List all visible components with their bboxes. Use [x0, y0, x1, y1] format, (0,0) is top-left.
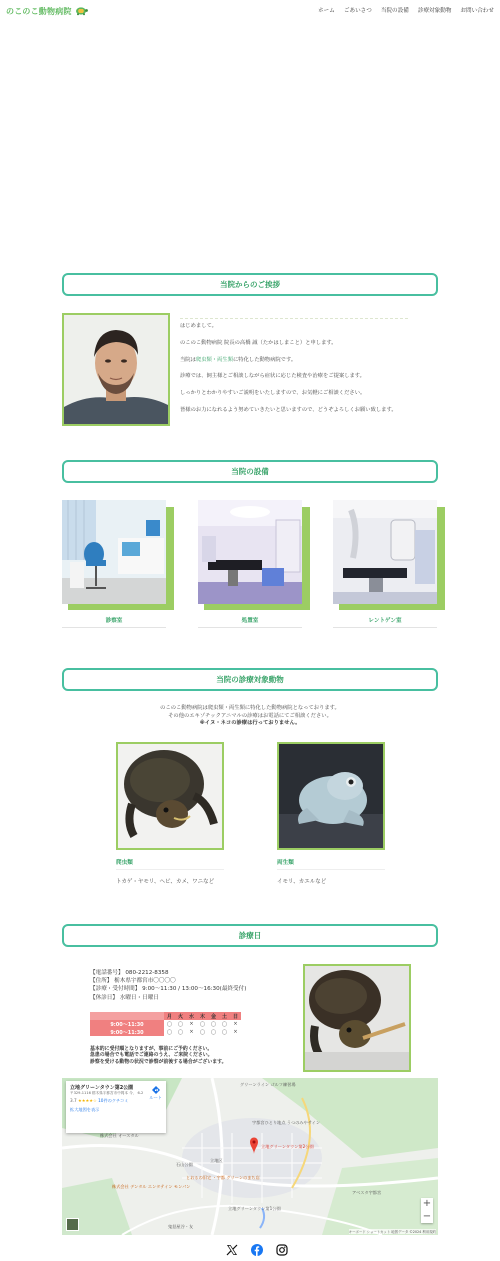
equipment-label: 診察室 [62, 616, 166, 628]
mark-cell: 〇 [221, 1029, 227, 1036]
header [0, 0, 500, 22]
zoom-in-button[interactable]: + [422, 1198, 432, 1209]
greeting-title: 当院からのご挨拶 [62, 273, 438, 296]
greeting-line: はじめまして。 [180, 323, 217, 329]
map-label: 石山公園 [176, 1162, 193, 1167]
day-header: 木 [197, 1012, 208, 1020]
nav-greeting[interactable]: ごあいさつ [343, 8, 372, 14]
equipment-label: レントゲン室 [333, 616, 437, 628]
google-map[interactable] [62, 1078, 438, 1235]
greeting-specialty [180, 357, 408, 363]
route-label: ルート [149, 1095, 162, 1100]
table-row [90, 1020, 241, 1028]
social-links [226, 1241, 288, 1253]
zoom-out-button[interactable]: − [422, 1210, 432, 1222]
mark-cell: 〇 [166, 1021, 172, 1028]
logo-text[interactable]: のこのこ動物病院 [6, 6, 72, 16]
mark-cell: × [189, 1029, 194, 1035]
equipment-card-xray [333, 500, 445, 624]
map-label: グリーンライン ゴルフ練習場 [240, 1082, 296, 1087]
x-icon[interactable] [226, 1241, 238, 1253]
table-row [90, 1028, 241, 1036]
schedule-table [90, 1012, 241, 1036]
route-button[interactable] [149, 1086, 162, 1101]
info-address: 【住所】 栃木県宇都宮市〇〇〇〇 [90, 978, 176, 985]
day-header: 金 [208, 1012, 219, 1020]
mark-cell: 〇 [210, 1021, 216, 1028]
instagram-icon[interactable] [276, 1241, 288, 1253]
mark-cell: × [233, 1029, 238, 1035]
mark-cell: 〇 [210, 1029, 216, 1036]
nav-animals[interactable]: 診療対象動物 [417, 8, 452, 14]
xray-room-photo [333, 500, 437, 604]
nav-contact[interactable]: お問い合わせ [460, 8, 494, 14]
place-name: 立地グリーンタウン第2公園 [70, 1085, 134, 1091]
schedule-note: 急患の場合でも電話でご連絡のうえ、ご来院ください。 [90, 1052, 213, 1059]
map-label: 立地グリーンタウン第1公園 [228, 1206, 281, 1211]
equipment-label: 処置室 [198, 616, 302, 628]
director-photo [62, 313, 170, 426]
animal-name-amphibian: 両生類 [277, 858, 385, 870]
clinic-info [90, 969, 246, 1002]
mark-cell: 〇 [177, 1029, 183, 1036]
mark-cell: 〇 [199, 1021, 205, 1028]
place-address: 〒329-1116 栃木県宇都宮市中岡本 今、 6-2 [70, 1091, 144, 1095]
equipment-title: 当院の設備 [62, 460, 438, 483]
facebook-icon[interactable] [251, 1241, 263, 1253]
animal-name-reptile: 爬虫類 [116, 858, 224, 870]
satellite-toggle[interactable] [66, 1218, 79, 1231]
map-label: 立地区 [210, 1158, 223, 1163]
animals-intro-line: のこのこ動物病院は爬虫類・両生類に特化した動物病院となっております。 [160, 705, 340, 711]
animal-desc-amphibian: イモリ、カエルなど [277, 879, 327, 885]
mark-cell: 〇 [221, 1021, 227, 1028]
review-count-link[interactable]: 10件のクチコミ [98, 1098, 129, 1103]
specialty-suffix: に特化した動物病院です。 [233, 356, 297, 363]
animals-intro [62, 705, 438, 728]
info-hours: 【診療・受付時間】 9:00〜11:30 / 13:00〜16:30(最終受付) [90, 986, 247, 993]
map-label: 宇都宮ひとり地点 うつのみやサイン [252, 1120, 321, 1125]
amphibian-photo [277, 742, 385, 850]
day-header: 月 [164, 1012, 175, 1020]
map-place-card [66, 1081, 166, 1133]
schedule-note: 基本的に受付順となりますが、事前にご予約ください。 [90, 1046, 213, 1052]
equipment-card-exam [62, 500, 174, 624]
greeting-text [180, 318, 408, 424]
mark-cell: 〇 [166, 1029, 172, 1036]
animals-intro-line: その他のエキゾチックアニマルの診療はお電話にてご相談ください。 [168, 712, 332, 719]
info-phone: 【電話番号】 080-2212-8358 [90, 970, 169, 976]
greeting-line: 診療では、飼主様とご相談しながら症状に応じた検査や治療をご提案します。 [180, 373, 365, 380]
time-cell: 9:00〜11:30 [90, 1028, 164, 1036]
directions-icon [152, 1086, 160, 1094]
exam-room-photo [62, 500, 166, 604]
rating-value: 3.7 [70, 1098, 77, 1103]
map-label: 株式会社 デンタル エンタテイン モンパン [112, 1184, 191, 1189]
info-closed: 【休診日】 水曜日・日曜日 [90, 994, 159, 1001]
greeting-line: のこのこ動物病院 院長の高橋 誠（たかはしまこと）と申します。 [180, 339, 337, 346]
specialty-prefix: 当院は [180, 356, 196, 363]
day-header: 水 [186, 1012, 197, 1020]
specialty-highlight: 爬虫類・両生類 [195, 356, 233, 363]
day-header: 火 [175, 1012, 186, 1020]
turtle-logo-icon [74, 5, 88, 17]
table-header-row [90, 1012, 241, 1020]
schedule-note: 診察を受ける動物の状況で診察が前後する場合がございます。 [90, 1058, 227, 1065]
main-nav [318, 6, 494, 14]
greeting-line: しっかりとわかりやすいご説明をいたしますので、お気軽にご相談ください。 [180, 390, 366, 397]
day-header: 日 [230, 1012, 241, 1020]
place-rating [70, 1098, 162, 1104]
map-label: とおるの旧宅 ・宇都 グリーンのまち店 [186, 1175, 260, 1180]
nav-equipment[interactable]: 当院の設備 [380, 8, 409, 14]
zoom-controls [421, 1198, 433, 1223]
treatment-room-photo [198, 500, 302, 604]
map-pin-label[interactable]: 立地グリーンタウン第2公園 [261, 1144, 314, 1149]
animals-title: 当院の診療対象動物 [62, 668, 438, 691]
reptile-photo [116, 742, 224, 850]
mark-cell: × [233, 1021, 238, 1027]
mark-cell: 〇 [177, 1021, 183, 1028]
map-label: 鬼怒屋谷・友 [168, 1224, 194, 1229]
nav-home[interactable]: ホーム [318, 8, 335, 14]
logo[interactable] [6, 5, 88, 17]
time-cell: 9:00〜11:30 [90, 1020, 164, 1028]
rating-stars: ★★★★☆ [78, 1098, 97, 1103]
day-header: 土 [219, 1012, 230, 1020]
enlarge-map-link[interactable]: 拡大地図を表示 [70, 1107, 100, 1112]
mark-cell: 〇 [199, 1029, 205, 1036]
map-label: 株式会社 オースタル [100, 1133, 139, 1138]
equipment-card-treatment [198, 500, 310, 624]
greeting-line: 皆様のお力になれるよう努めていきたいと思いますので、どうぞよろしくお願い致します。 [180, 406, 397, 413]
map-footer[interactable]: キーボード ショートカット 地図データ ©2024 利用規約 [348, 1230, 436, 1234]
animal-desc-reptile: トカゲ・ヤモリ、ヘビ、カメ、ワニなど [116, 879, 215, 885]
map-label: アベスタ宇都宮 [352, 1190, 382, 1195]
schedule-title: 診療日 [62, 924, 438, 947]
animals-note: ※イヌ・ネコの診療は行っておりません。 [199, 720, 301, 727]
mark-cell: × [189, 1021, 194, 1027]
schedule-notes [90, 1046, 227, 1065]
table-corner [90, 1012, 164, 1020]
turtle-feeding-photo [303, 964, 411, 1072]
